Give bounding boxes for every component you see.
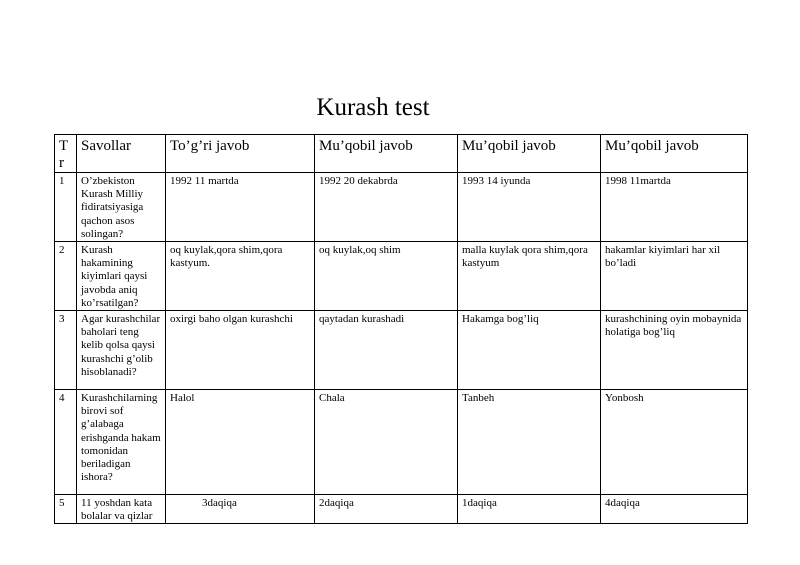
header-correct-answer: To’g’ri javob — [166, 135, 315, 173]
alternative-answer-cell: 1992 20 dekabrda — [315, 173, 458, 242]
table-header-row — [55, 135, 748, 173]
table-row — [55, 242, 748, 311]
alternative-answer-cell: qaytadan kurashadi — [315, 311, 458, 390]
alternative-answer-cell: Hakamga bog’liq — [458, 311, 601, 390]
alternative-answer-cell: 1993 14 iyunda — [458, 173, 601, 242]
table-row — [55, 311, 748, 390]
row-number: 4 — [55, 390, 77, 495]
header-alternative-answer-3: Mu’qobil javob — [601, 135, 748, 173]
question-cell: Agar kurashchilar baholari teng kelib qolsa qaysi kurashchi g’olib hisoblanadi? — [77, 311, 166, 390]
alternative-answer-cell: Yonbosh — [601, 390, 748, 495]
row-number: 1 — [55, 173, 77, 242]
question-cell: Kurashchilarning birovi sof g’alabaga erishganda hakam tomonidan beriladigan ishora? — [77, 390, 166, 495]
alternative-answer-cell: Chala — [315, 390, 458, 495]
header-alternative-answer-1: Mu’qobil javob — [315, 135, 458, 173]
alternative-answer-cell: 1998 11martda — [601, 173, 748, 242]
alternative-answer-cell: kurashchining oyin mobaynida holatiga bog’liq — [601, 311, 748, 390]
row-number: 5 — [55, 495, 77, 524]
correct-answer-cell: 1992 11 martda — [166, 173, 315, 242]
header-number: T r — [55, 135, 77, 173]
alternative-answer-cell: Tanbeh — [458, 390, 601, 495]
alternative-answer-cell: oq kuylak,oq shim — [315, 242, 458, 311]
question-cell: O’zbekiston Kurash Milliy fidiratsiyasiga qachon asos solingan? — [77, 173, 166, 242]
correct-answer-cell: Halol — [166, 390, 315, 495]
row-number: 2 — [55, 242, 77, 311]
header-alternative-answer-2: Mu’qobil javob — [458, 135, 601, 173]
alternative-answer-cell: hakamlar kiyimlari har xil bo’ladi — [601, 242, 748, 311]
test-table — [54, 134, 748, 524]
alternative-answer-cell: malla kuylak qora shim,qora kastyum — [458, 242, 601, 311]
table-row — [55, 495, 748, 524]
alternative-answer-cell: 4daqiqa — [601, 495, 748, 524]
alternative-answer-cell: 1daqiqa — [458, 495, 601, 524]
question-cell: Kurash hakamining kiyimlari qaysi javobda aniq ko’rsatilgan? — [77, 242, 166, 311]
correct-answer-cell: oq kuylak,qora shim,qora kastyum. — [166, 242, 315, 311]
table-row — [55, 390, 748, 495]
correct-answer-cell: oxirgi baho olgan kurashchi — [166, 311, 315, 390]
alternative-answer-cell: 2daqiqa — [315, 495, 458, 524]
row-number: 3 — [55, 311, 77, 390]
header-questions: Savollar — [77, 135, 166, 173]
question-cell: 11 yoshdan kata bolalar va qizlar — [77, 495, 166, 524]
page-title: Kurash test — [316, 94, 430, 121]
table-row — [55, 173, 748, 242]
correct-answer-cell: 3daqiqa — [166, 495, 315, 524]
